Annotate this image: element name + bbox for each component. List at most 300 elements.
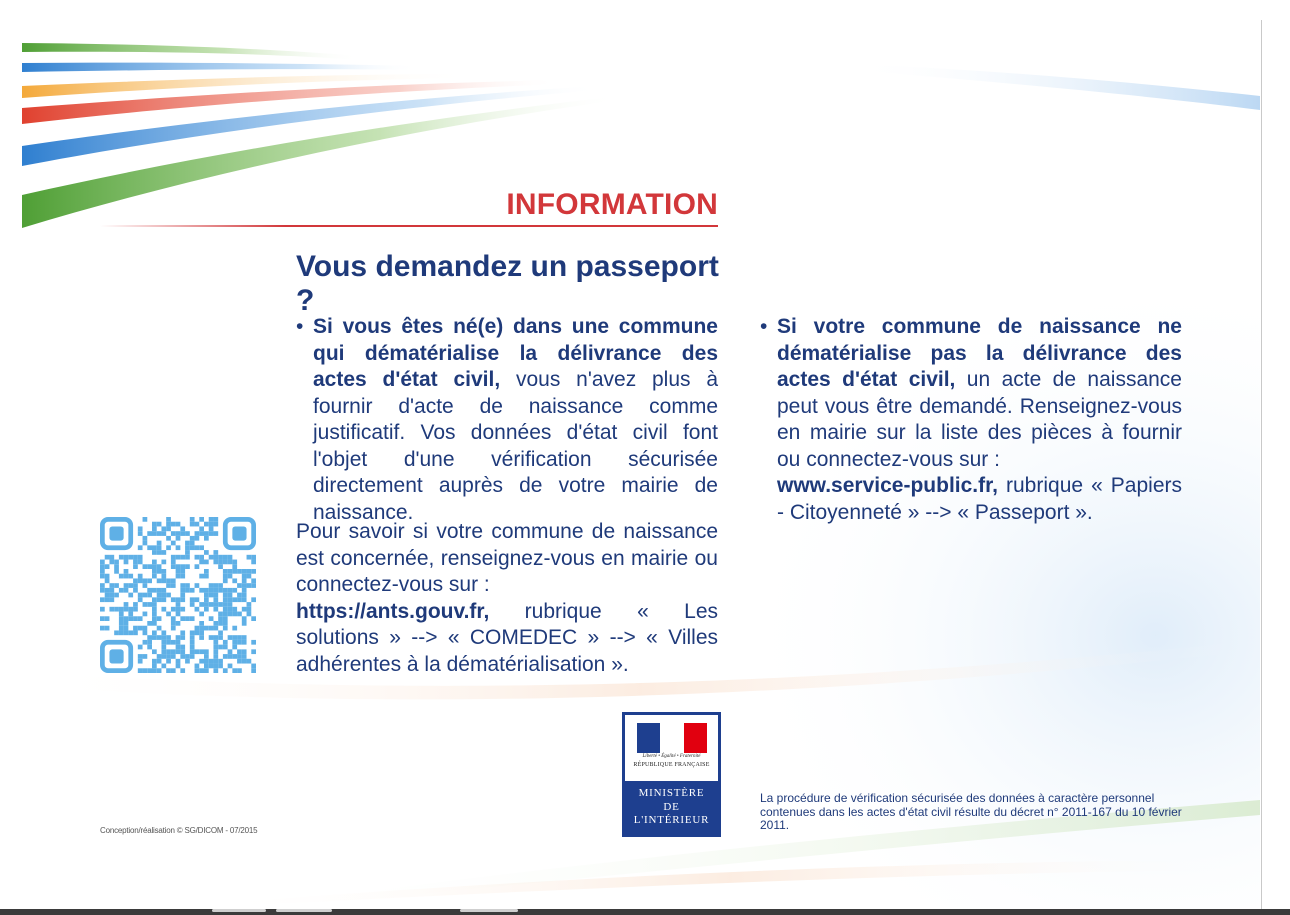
qr-module [147,531,152,536]
qr-module [138,654,143,659]
qr-module [152,588,157,593]
service-public-link[interactable]: www.service-public.fr, [777,474,998,497]
qr-module [114,560,119,565]
qr-module [232,654,237,659]
qr-module [119,616,124,621]
qr-module [251,560,256,565]
qr-module [176,597,181,602]
qr-module [157,545,162,550]
qr-module [190,645,195,650]
qr-module [166,536,171,541]
qr-module [209,626,214,631]
qr-module [161,630,166,635]
qr-module [161,560,166,565]
qr-module [218,645,223,650]
qr-module [176,569,181,574]
qr-module [237,583,242,588]
ministry-line-3: L'INTÉRIEUR [633,814,710,826]
qr-module [209,531,214,536]
logo-motto: Liberté • Égalité • Fraternité [642,754,701,759]
qr-module [195,664,200,669]
qr-module [213,607,218,612]
qr-module [124,621,129,626]
qr-module [128,616,133,621]
qr-module [199,668,204,673]
qr-module [143,593,148,598]
qr-module [161,588,166,593]
qr-code-icon[interactable] [100,517,256,673]
qr-module [223,588,228,593]
qr-module [209,602,214,607]
qr-module [176,545,181,550]
qr-module [218,560,223,565]
qr-module [119,626,124,631]
qr-module [223,612,228,617]
qr-module [143,583,148,588]
qr-module [251,583,256,588]
qr-module [185,654,190,659]
qr-module [171,541,176,546]
qr-module [147,602,152,607]
qr-module [161,640,166,645]
qr-module [232,640,237,645]
left-para-body: Pour savoir si votre commune de naissance est concernée, renseignez-vous en mairie ou connectez-vous sur : [296,520,718,596]
qr-module [190,616,195,621]
qr-module [247,555,252,560]
qr-module [213,560,218,565]
qr-module [161,635,166,640]
qr-module [119,621,124,626]
qr-module [204,531,209,536]
qr-module [204,522,209,527]
qr-module [114,607,119,612]
bar-tab [276,909,332,912]
qr-module [180,555,185,560]
qr-module [223,621,228,626]
qr-module [157,654,162,659]
qr-module [119,588,124,593]
qr-module [195,649,200,654]
qr-module [166,654,171,659]
qr-module [157,541,162,546]
qr-module [185,564,190,569]
qr-module [232,588,237,593]
qr-module [199,560,204,565]
qr-module [180,616,185,621]
qr-module [251,597,256,602]
qr-module [199,626,204,631]
qr-module [133,626,138,631]
qr-module [195,583,200,588]
qr-module [199,630,204,635]
qr-module [138,593,143,598]
qr-module [147,635,152,640]
qr-module [228,664,233,669]
ants-link[interactable]: https://ants.gouv.fr, [296,599,490,623]
left-info-paragraph [296,519,718,678]
qr-module [223,578,228,583]
qr-module [119,612,124,617]
qr-module [105,574,110,579]
qr-module [242,659,247,664]
logo-republic: RÉPUBLIQUE FRANÇAISE [633,762,710,768]
qr-module [251,616,256,621]
qr-module [242,569,247,574]
qr-module [251,569,256,574]
qr-module [171,649,176,654]
qr-module [119,607,124,612]
qr-module [133,602,138,607]
qr-module [190,536,195,541]
qr-module [199,649,204,654]
qr-module [138,626,143,631]
qr-module [100,569,105,574]
qr-module [171,668,176,673]
qr-module [100,607,105,612]
qr-module [209,588,214,593]
qr-module [152,597,157,602]
qr-module [199,531,204,536]
qr-module [157,635,162,640]
qr-module [124,630,129,635]
scanner-bottom-bar [0,909,1290,915]
qr-module [199,545,204,550]
qr-module [247,574,252,579]
qr-module [180,526,185,531]
qr-module [157,569,162,574]
qr-module [190,588,195,593]
qr-module [213,597,218,602]
qr-module [209,526,214,531]
qr-module [157,564,162,569]
qr-module [124,574,129,579]
qr-module [171,607,176,612]
qr-module [190,654,195,659]
qr-module [105,593,110,598]
qr-module [204,607,209,612]
qr-module [204,649,209,654]
qr-module [128,593,133,598]
left-bullet-body: vous n'avez plus à fournir d'acte de naissance comme justificatif. Vos données d'état civil font l'objet d'une vérification sécurisée directement auprès de votre mairie de naissance. [313,368,718,524]
qr-module [133,564,138,569]
qr-module [161,664,166,669]
bullet-icon: • [760,315,768,338]
qr-module [185,541,190,546]
qr-module [223,645,228,650]
information-rule [100,225,718,227]
qr-module [124,626,129,631]
qr-module [138,574,143,579]
qr-module [204,664,209,669]
qr-module [223,574,228,579]
qr-module [176,635,181,640]
qr-module [204,602,209,607]
qr-module [152,522,157,527]
qr-module [195,630,200,635]
qr-module [180,593,185,598]
qr-module [157,668,162,673]
qr-module [171,578,176,583]
qr-module [114,630,119,635]
qr-module [242,607,247,612]
logo-ministry [623,787,720,828]
qr-module [143,517,148,522]
qr-module [242,635,247,640]
qr-module [232,560,237,565]
qr-module [161,607,166,612]
qr-module [109,607,114,612]
qr-module [152,668,157,673]
qr-module [114,583,119,588]
qr-module [242,640,247,645]
qr-module [152,574,157,579]
qr-module [176,522,181,527]
qr-module [133,555,138,560]
qr-module [204,569,209,574]
qr-module [204,597,209,602]
qr-module [232,564,237,569]
qr-module [157,522,162,527]
qr-module [114,569,119,574]
qr-module [213,626,218,631]
qr-module [147,588,152,593]
qr-module [228,588,233,593]
qr-module [128,583,133,588]
qr-module [180,597,185,602]
qr-module [190,630,195,635]
qr-module [100,583,105,588]
qr-module [143,668,148,673]
qr-module [176,574,181,579]
qr-module [176,621,181,626]
qr-module [147,578,152,583]
qr-module [171,560,176,565]
qr-module [114,593,119,598]
bullet-icon: • [296,315,304,338]
qr-module [143,612,148,617]
bar-tab [460,909,518,912]
qr-module [199,588,204,593]
qr-module [213,659,218,664]
qr-module [157,593,162,598]
qr-module [180,569,185,574]
qr-module [171,640,176,645]
qr-module [152,659,157,664]
qr-module [213,517,218,522]
qr-module [218,602,223,607]
qr-module [185,616,190,621]
qr-module [185,555,190,560]
qr-module [242,578,247,583]
qr-module [176,640,181,645]
qr-module [161,578,166,583]
qr-module [138,560,143,565]
qr-module [180,649,185,654]
qr-module [143,602,148,607]
qr-module [190,635,195,640]
qr-module [147,668,152,673]
qr-module [232,569,237,574]
qr-module [176,531,181,536]
qr-module [180,583,185,588]
qr-module [223,654,228,659]
qr-module [232,612,237,617]
qr-module [228,597,233,602]
qr-module [195,555,200,560]
qr-module [109,555,114,560]
qr-module [209,664,214,669]
qr-module [232,635,237,640]
qr-module [166,640,171,645]
qr-module [124,555,129,560]
qr-module [223,555,228,560]
qr-module [237,569,242,574]
qr-module [105,626,110,631]
qr-module [199,602,204,607]
qr-module [223,668,228,673]
qr-module [185,659,190,664]
qr-module [195,522,200,527]
qr-module [161,550,166,555]
qr-module [237,640,242,645]
logo-top [625,715,718,781]
qr-module [199,635,204,640]
qr-module [213,555,218,560]
qr-module [180,607,185,612]
design-credit: Conception/réalisation © SG/DICOM - 07/2015 [100,826,258,835]
qr-module [161,593,166,598]
qr-module [105,578,110,583]
qr-module [176,649,181,654]
page-edge [1261,20,1262,910]
qr-module [152,616,157,621]
qr-module [138,531,143,536]
qr-module [171,583,176,588]
qr-module [223,602,228,607]
qr-module [228,593,233,598]
qr-finder-inner [109,526,123,540]
left-bullet-section [296,314,718,526]
qr-module [176,602,181,607]
qr-module [109,583,114,588]
qr-module [228,560,233,565]
qr-module [161,526,166,531]
qr-module [166,593,171,598]
qr-module [147,593,152,598]
qr-module [223,607,228,612]
qr-module [161,531,166,536]
qr-module [128,555,133,560]
qr-module [237,649,242,654]
qr-module [133,630,138,635]
qr-module [213,550,218,555]
qr-module [223,626,228,631]
qr-module [232,645,237,650]
qr-module [180,588,185,593]
qr-module [195,531,200,536]
left-bullet-strong: Si vous êtes né(e) dans une commune qui dématérialise la délivrance des actes d'état civil, [313,315,718,391]
qr-module [213,522,218,527]
qr-module [195,668,200,673]
qr-module [199,555,204,560]
qr-module [157,616,162,621]
qr-module [190,517,195,522]
qr-module [176,607,181,612]
qr-module [204,654,209,659]
qr-module [180,574,185,579]
qr-module [171,522,176,527]
qr-module [247,583,252,588]
qr-module [152,612,157,617]
qr-module [213,621,218,626]
qr-module [128,574,133,579]
qr-module [237,597,242,602]
qr-module [247,612,252,617]
qr-module [152,564,157,569]
qr-module [251,664,256,669]
qr-module [242,583,247,588]
qr-module [143,654,148,659]
qr-module [119,630,124,635]
qr-module [147,564,152,569]
qr-module [133,607,138,612]
qr-module [218,616,223,621]
qr-module [237,635,242,640]
right-bullet-body: un acte de naissance peut vous être demandé. Renseignez-vous en mairie sur la liste des pièces à fournir ou connectez-vous sur : [777,368,1182,471]
qr-module [138,659,143,664]
qr-module [138,578,143,583]
qr-finder-inner [232,526,246,540]
qr-module [176,536,181,541]
qr-module [247,659,252,664]
qr-module [247,602,252,607]
qr-module [100,560,105,565]
qr-module [138,555,143,560]
qr-module [237,593,242,598]
qr-module [100,574,105,579]
qr-module [176,659,181,664]
qr-module [232,626,237,631]
qr-module [147,640,152,645]
qr-module [218,664,223,669]
qr-module [223,569,228,574]
qr-module [109,593,114,598]
qr-module [199,659,204,664]
qr-module [209,555,214,560]
qr-module [213,654,218,659]
qr-module [166,668,171,673]
qr-module [213,588,218,593]
qr-module [166,545,171,550]
qr-module [180,531,185,536]
qr-module [171,654,176,659]
qr-module [228,569,233,574]
qr-module [199,574,204,579]
qr-module [228,602,233,607]
qr-module [147,545,152,550]
qr-module [152,649,157,654]
qr-module [124,607,129,612]
right-bullet-text [777,314,1182,526]
qr-module [161,597,166,602]
qr-module [124,602,129,607]
qr-module [176,612,181,617]
qr-module [100,588,105,593]
qr-module [223,640,228,645]
qr-module [195,597,200,602]
qr-module [109,588,114,593]
qr-module [171,616,176,621]
